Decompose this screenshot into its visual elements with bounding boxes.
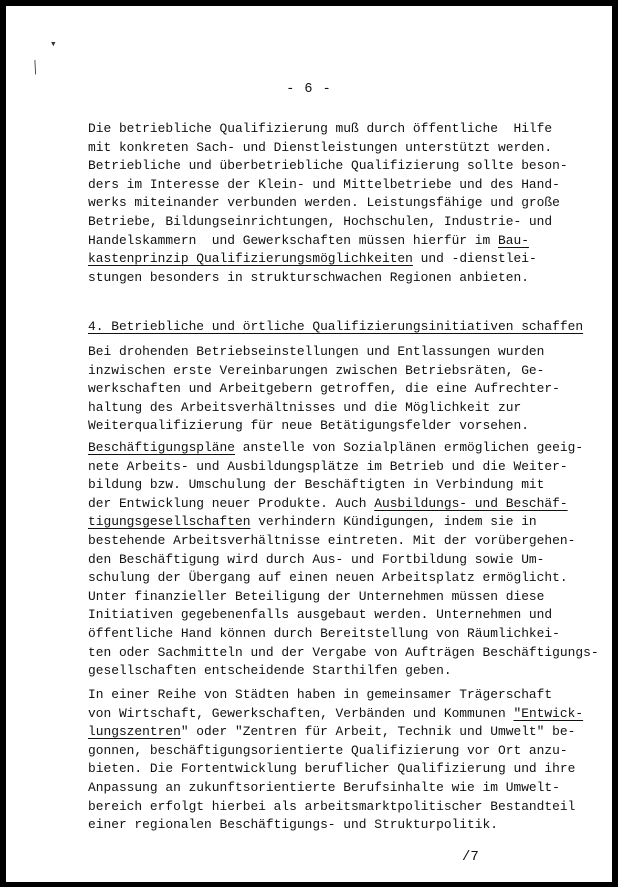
underlined-text: Ausbildungs- und Beschäf- (374, 495, 568, 511)
text-line: Bei drohenden Betriebseinstellungen und Entlassungen wurden (88, 344, 545, 359)
text-line: bieten. Die Fortentwicklung beruflicher Qualifizierung und ihre (88, 761, 576, 777)
text-line: haltung des Arbeitsverhältnisses und die Möglichkeit zur (88, 399, 522, 415)
text-line: Weiterqualifizierung für neue Betätigungsfelder vorsehen. (88, 418, 529, 434)
text-line: Die betriebliche Qualifizierung muß durch öffentliche Hilfe (88, 121, 553, 136)
text-line: Initiativen gegebenenfalls ausgebaut werden. Unternehmen und (88, 607, 553, 623)
underlined-text: Bau- (498, 232, 529, 248)
page-number: - 6 - (286, 82, 332, 97)
text-line: Betriebliche und überbetriebliche Qualifizierung sollte beson- (88, 158, 568, 174)
text-line: mit konkreten Sach- und Dienstleistungen unterstützt werden. (88, 139, 553, 155)
text-line: verhindern Kündigungen, indem sie in (250, 514, 537, 530)
text-line: bereich erfolgt hierbei als arbeitsmarktpolitischer Bestandteil (88, 798, 576, 814)
underlined-text: kastenprinzip Qualifizierungsmöglichkeiten (88, 251, 413, 267)
scan-speck: ▾ (50, 37, 57, 50)
scan-speck: ╱ (29, 60, 42, 75)
text-line: Unter finanzieller Beteiligung der Unternehmen müssen diese (88, 588, 545, 604)
text-line: Handelskammern und Gewerkschaften müssen hierfür im (88, 232, 498, 248)
underlined-text: Beschäftigungspläne (88, 440, 235, 455)
text-line: einer regionalen Beschäftigungs- und Strukturpolitik. (88, 817, 498, 833)
text-line: werks miteinander verbunden werden. Leistungsfähige und große (88, 195, 560, 211)
underlined-text: "Entwick- (513, 705, 584, 721)
text-line: gesellschaften entscheidende Starthilfen geben. (88, 663, 452, 679)
text-line: ders im Interesse der Klein- und Mittelbetriebe und des Hand- (88, 176, 560, 192)
text-line: von Wirtschaft, Gewerkschaften, Verbänden und Kommunen (88, 705, 514, 721)
text-line: schulung der Übergang auf einen neuen Arbeitsplatz ermöglicht. (88, 570, 568, 586)
text-line: " oder "Zentren für Arbeit, Technik und Umwelt" be- (180, 724, 576, 740)
text-line: und -dienstlei- (412, 251, 537, 267)
text-line: In einer Reihe von Städten haben in gemeinsamer Trägerschaft (88, 687, 553, 702)
paragraph-development-centers (88, 686, 584, 835)
text-line: anstelle von Sozialplänen ermöglichen geeig- (234, 440, 584, 455)
text-line: bildung bzw. Umschulung der Beschäftigten in Verbindung mit (88, 477, 545, 493)
paragraph-qualification-support (88, 120, 568, 287)
text-line: öffentliche Hand können durch Bereitstellung von Räumlichkei- (88, 625, 560, 641)
text-line: der Entwicklung neuer Produkte. Auch (88, 495, 375, 511)
text-line: bestehende Arbeitsverhältnisse eintreten. Mit der vorübergehen- (88, 532, 576, 548)
paragraph-agreements (88, 343, 558, 436)
text-line: Betriebe, Bildungseinrichtungen, Hochschulen, Industrie- und (88, 213, 553, 229)
section-heading-text: 4. Betriebliche und örtliche Qualifizierungsinitiativen schaffen (88, 319, 584, 334)
text-line: Anpassung an zukunftsorientierte Berufsinhalte wie im Umwelt- (88, 779, 560, 795)
text-line: stungen besonders in strukturschwachen Regionen anbieten. (88, 269, 529, 285)
text-line: gonnen, beschäftigungsorientierte Qualifizierung vor Ort anzu- (88, 742, 568, 758)
text-line: den Beschäftigung wird durch Aus- und Fortbildung sowie Um- (88, 551, 545, 567)
text-line: werkschaften und Arbeitgebern getroffen, die eine Aufrechter- (88, 381, 560, 397)
underlined-text: lungszentren (88, 724, 181, 740)
paragraph-employment-plans (88, 439, 599, 681)
text-line: inzwischen erste Vereinbarungen zwischen Betriebsräten, Ge- (88, 362, 545, 378)
document-page (6, 6, 612, 882)
text-line: nete Arbeits- und Ausbildungsplätze im Betrieb und die Weiter- (88, 458, 568, 474)
next-page-reference: /7 (462, 849, 479, 865)
section-heading (88, 318, 584, 337)
underlined-text: tigungsgesellschaften (88, 514, 251, 530)
text-line: ten oder Sachmitteln und der Vergabe von Aufträgen Beschäftigungs- (88, 644, 599, 660)
